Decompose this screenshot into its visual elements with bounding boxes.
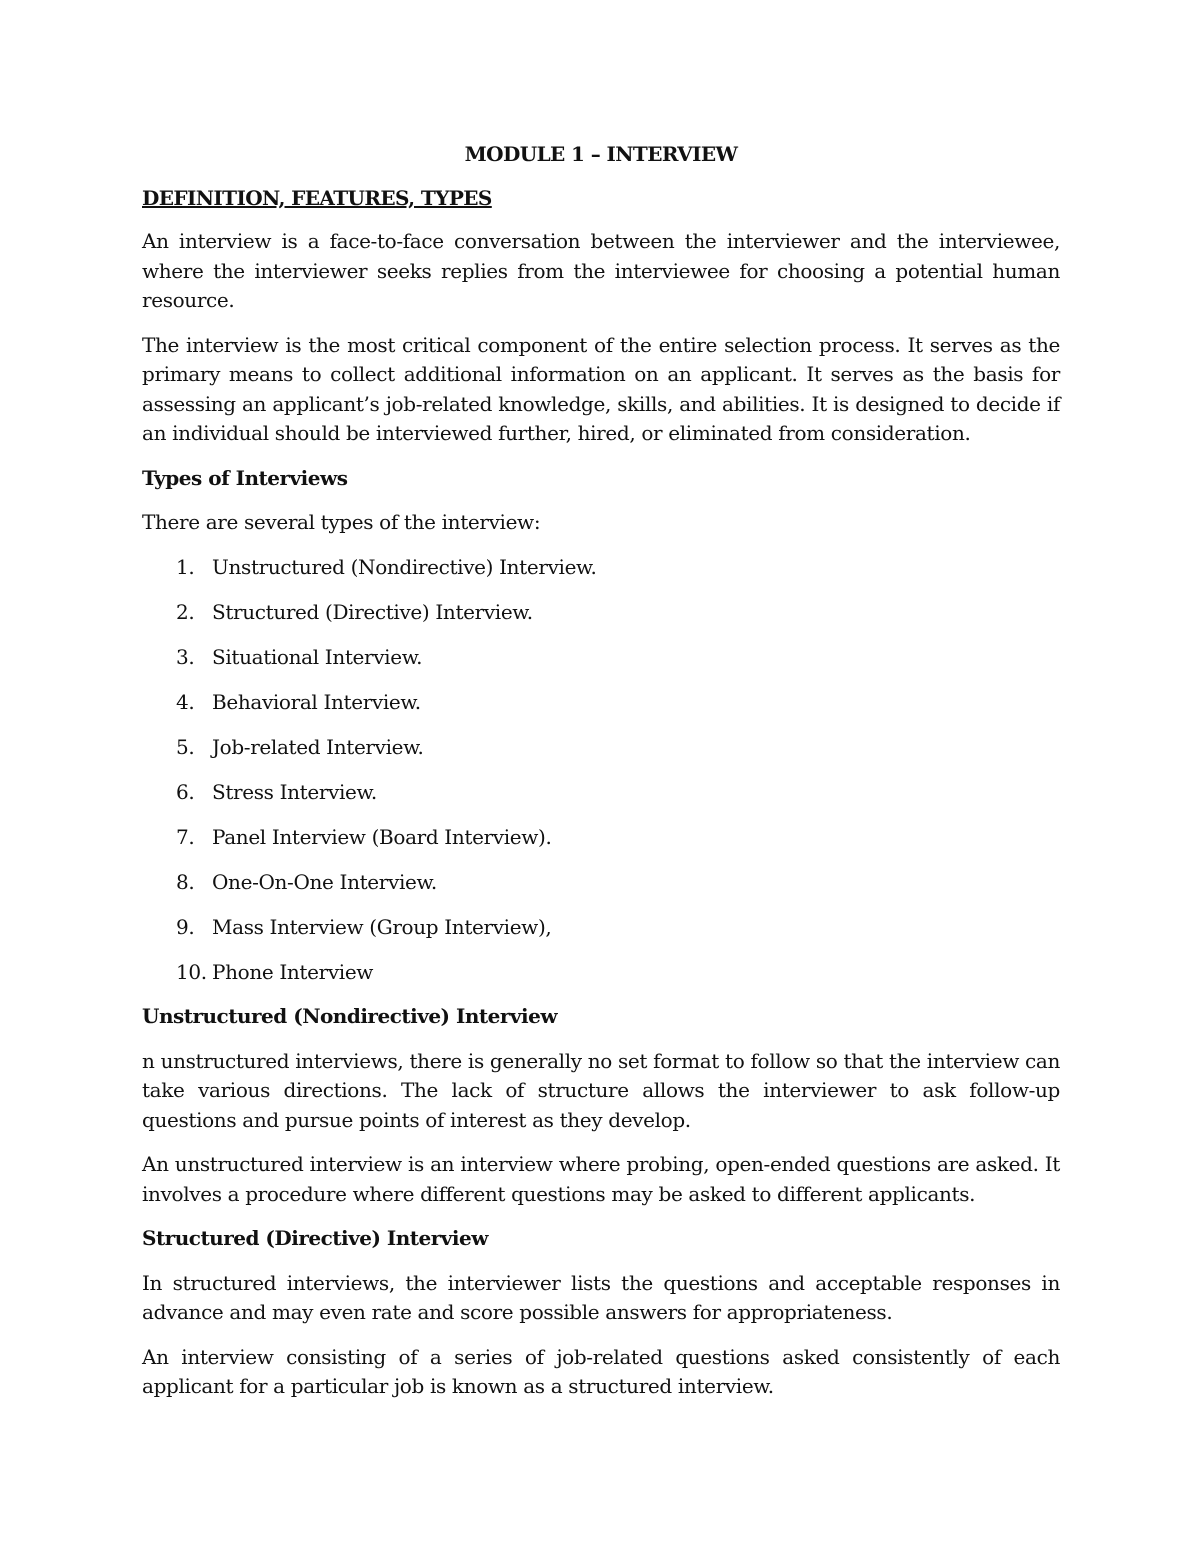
list-item (142, 823, 1060, 853)
structured-heading: Structured (Directive) Interview (142, 1226, 488, 1250)
list-item-number: 3. (176, 644, 195, 669)
types-heading: Types of Interviews (142, 465, 348, 490)
structured-paragraph: An interview consisting of a series of job-related questions asked consistently of each applicant for a particular job is known as a structured interview. (142, 1344, 1060, 1398)
list-item-text: Job-related Interview. (212, 734, 424, 759)
document-title: MODULE 1 – INTERVIEW (464, 142, 738, 166)
intro-paragraph: An interview is a face-to-face conversation between the interviewer and the interviewee, where the interviewer seeks replies from the interviewee for choosing a potential human resource. (142, 229, 1060, 312)
structured-paragraph: In structured interviews, the interviewer lists the questions and acceptable responses in advance and may even rate and score possible answers for appropriateness. (142, 1270, 1060, 1324)
list-item-number: 9. (176, 914, 195, 939)
list-item-text: One-On-One Interview. (212, 869, 437, 894)
list-item (142, 868, 1060, 898)
list-item-text: Unstructured (Nondirective) Interview. (212, 554, 597, 579)
list-item (142, 958, 1060, 988)
list-item-text: Situational Interview. (212, 644, 423, 669)
list-item-number: 8. (176, 869, 195, 894)
list-item-text: Behavioral Interview. (212, 689, 421, 714)
unstructured-paragraph: An unstructured interview is an interview where probing, open-ended questions are asked. It involves a procedure where different questions may be asked to different applicants. (142, 1152, 1060, 1206)
list-item-number: 5. (176, 734, 195, 759)
list-item-number: 1. (176, 554, 195, 579)
document-subtitle: DEFINITION, FEATURES, TYPES (142, 185, 492, 210)
list-item-text: Structured (Directive) Interview. (212, 599, 533, 624)
list-item-number: 7. (176, 824, 195, 849)
unstructured-paragraph: n unstructured interviews, there is generally no set format to follow so that the interview can take various directions. The lack of structure allows the interviewer to ask follow-up questions and pursue points of interest as they develop. (142, 1048, 1060, 1132)
list-item-text: Mass Interview (Group Interview), (212, 914, 552, 939)
list-item-number: 4. (176, 689, 195, 714)
list-item (142, 913, 1060, 943)
types-intro: There are several types of the interview: (142, 510, 541, 534)
unstructured-heading: Unstructured (Nondirective) Interview (142, 1004, 558, 1028)
list-item (142, 553, 1060, 583)
list-item (142, 778, 1060, 808)
list-item-number: 2. (176, 599, 195, 624)
list-item-text: Stress Interview. (212, 779, 377, 804)
list-item (142, 733, 1060, 763)
list-item (142, 598, 1060, 628)
types-list (142, 553, 1060, 988)
list-item (142, 643, 1060, 673)
list-item (142, 688, 1060, 718)
list-item-text: Phone Interview (212, 959, 374, 984)
list-item-text: Panel Interview (Board Interview). (212, 824, 552, 849)
list-item-number: 6. (176, 779, 195, 804)
document-page (142, 140, 1060, 1417)
intro-paragraph: The interview is the most critical component of the entire selection process. It serves as the primary means to collect additional information on an applicant. It serves as the basis for assessing an applicant’s job-related knowledge, skills, and abilities. It is designed to decide if an individual should be interviewed further, hired, or eliminated from consideration. (142, 332, 1060, 445)
list-item-number: 10. (176, 959, 207, 984)
